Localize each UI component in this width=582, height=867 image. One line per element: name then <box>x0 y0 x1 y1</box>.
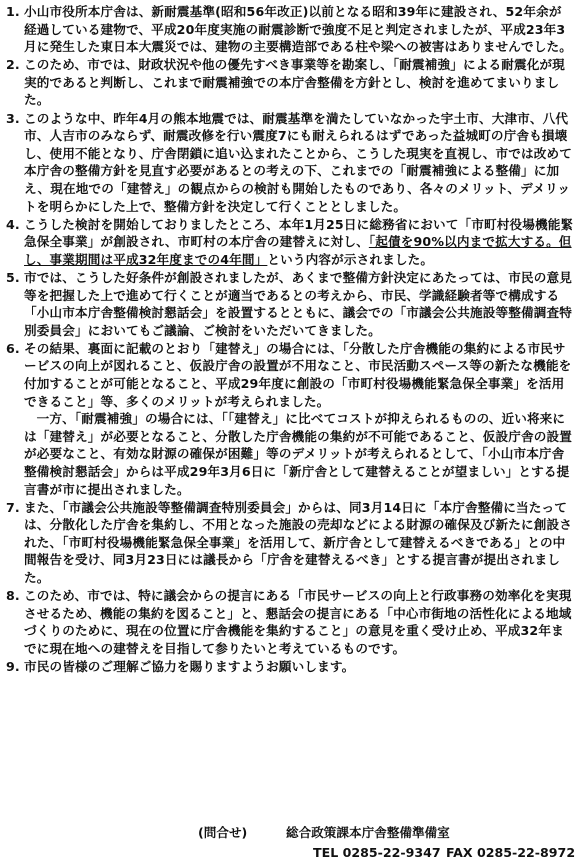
item-text: このため、市では、財政状況や他の優先すべき事業等を勘案し、「耐震補強」による耐震化が現実的であると判断し、これまで耐震補強での本庁舎整備を方針とし、検討を進めてまいりました。 <box>24 57 565 108</box>
item-2 <box>6 56 574 109</box>
contact-fax: FAX 0285-22-8972 <box>446 845 576 860</box>
item-4 <box>6 216 574 269</box>
item-text: このため、市では、特に議会からの提言にある「市民サービスの向上と行政事務の効率化を実現させるため、機能の集約を図ること」と、懇話会の提言にある「中心市街地の活性化による地域づくりのために、現在の位置に庁舎機能を集約すること」の意見を重く受け止め、平成32年までに現在地への建替えを目指して参りたいと考えているものです。 <box>24 588 572 656</box>
item-text: 市では、こうした好条件が創設されましたが、あくまで整備方針決定にあたっては、市民の意見等を把握した上で進めて行くことが適当であるとの考えから、市民、学識経験者等で構成する「小山市本庁舎整備検討懇話会」を設置するとともに、議会での「市議会公共施設等整備調査特別委員会」においてもご議論、ご検討をいただいてきました。 <box>24 269 572 338</box>
contact-department: 総合政策課本庁舎整備準備室 <box>286 825 450 840</box>
item-number: 1. <box>6 4 20 19</box>
item-8 <box>6 587 574 657</box>
item-text: 小山市役所本庁舎は、新耐震基準(昭和56年改正)以前となる昭和39年に建設され、52年余が経過している建物で、平成20年度実施の耐震診断で強度不足と判定されましたが、平成23年3月に発生した東日本大震災では、建物の主要構造部である柱や梁への被害はありませんでした。 <box>24 4 572 55</box>
item-5 <box>6 269 574 339</box>
contact-label: (問合せ) <box>198 825 248 840</box>
item-text-para-2: 一方、「耐震補強」の場合には、「「建替え」に比べてコストが抑えられるものの、近い将来には「建替え」が必要となること、分散した庁舎機能の集約が不可能であること、仮設庁舎の設置が必要なこと、有効な財源の確保が困難」等のデメリットが考えられるとして、「小山市本庁舎整備検討懇話会」からは平成29年3月6日に「新庁舎として建替えることが望ましい」とする提言書が市に提出されました。 <box>24 411 572 497</box>
item-7 <box>6 499 574 587</box>
item-9 <box>6 658 574 676</box>
item-number: 7. <box>6 499 20 515</box>
item-number: 4. <box>6 216 20 232</box>
item-number: 9. <box>6 658 20 674</box>
item-number: 3. <box>6 110 20 126</box>
item-text-pre: こうした検討を開始しておりましたところ、本年1月25日に総務省において「市町村役場機能緊急保全事業」が創設され、市町村の本庁舎の建替えに対し、 <box>24 216 574 250</box>
item-text-para-1: その結果、裏面に記載のとおり「建替え」の場合には、「分散した庁舎機能の集約による市民サービスの向上が図れること、仮設庁舎の設置が不用なこと、市民活動スペース等の新たな機能を付加することが可能となること、平成29年度に創設の「市町村役場機能緊急保全事業」を活用できること」等、多くのメリットが考えられました。 <box>24 340 572 409</box>
item-number: 6. <box>6 340 20 356</box>
contact-tel: TEL 0285-22-9347 <box>313 845 441 860</box>
underlined-condition: 「起債を90%以内まで拡大する。但し、事業期間は平成32年度までの4年間」 <box>24 234 572 267</box>
item-text: このような中、昨年4月の熊本地震では、耐震基準を満たしていなかった宇土市、大津市、八代市、人吉市のみならず、耐震改修を行い震度7にも耐えられるはずであった益城町の庁舎も損壊し、使用不能となり、庁舎閉鎖に追い込まれたことから、こうした現実を直視し、市では改めて本庁舎の整備方針を見直す必要があるとの考えの下、これまでの「耐震補強による整備」に加え、現在地での「建替え」の観点からの検討も開始したものであり、各々のメリット、デメリットを明らかにした上で、整備方針を決定して行くこととしました。 <box>24 110 572 214</box>
item-text: 市民の皆様のご理解ご協力を賜りますようお願いします。 <box>24 658 355 674</box>
item-text: また、「市議会公共施設等整備調査特別委員会」からは、同3月14日に「本庁舎整備に当たっては、分散化した庁舎を集約し、不用となった施設の売却などによる財源の確保及び新たに創設された、「市町村役場機能緊急保全事業」を活用して、新庁舎として建替えるべきである」との中間報告を受け、同3月23日には議長から「庁舎を建替えるべき」とする提言書が提出されました。 <box>24 499 572 585</box>
item-6 <box>6 340 574 498</box>
item-1 <box>6 3 574 56</box>
item-number: 8. <box>6 588 20 604</box>
item-text <box>24 340 574 498</box>
item-text-post: という内容が示されました。 <box>267 251 434 267</box>
item-3 <box>6 110 574 216</box>
item-number: 5. <box>6 269 20 285</box>
item-number: 2. <box>6 57 20 73</box>
item-text <box>24 216 574 269</box>
